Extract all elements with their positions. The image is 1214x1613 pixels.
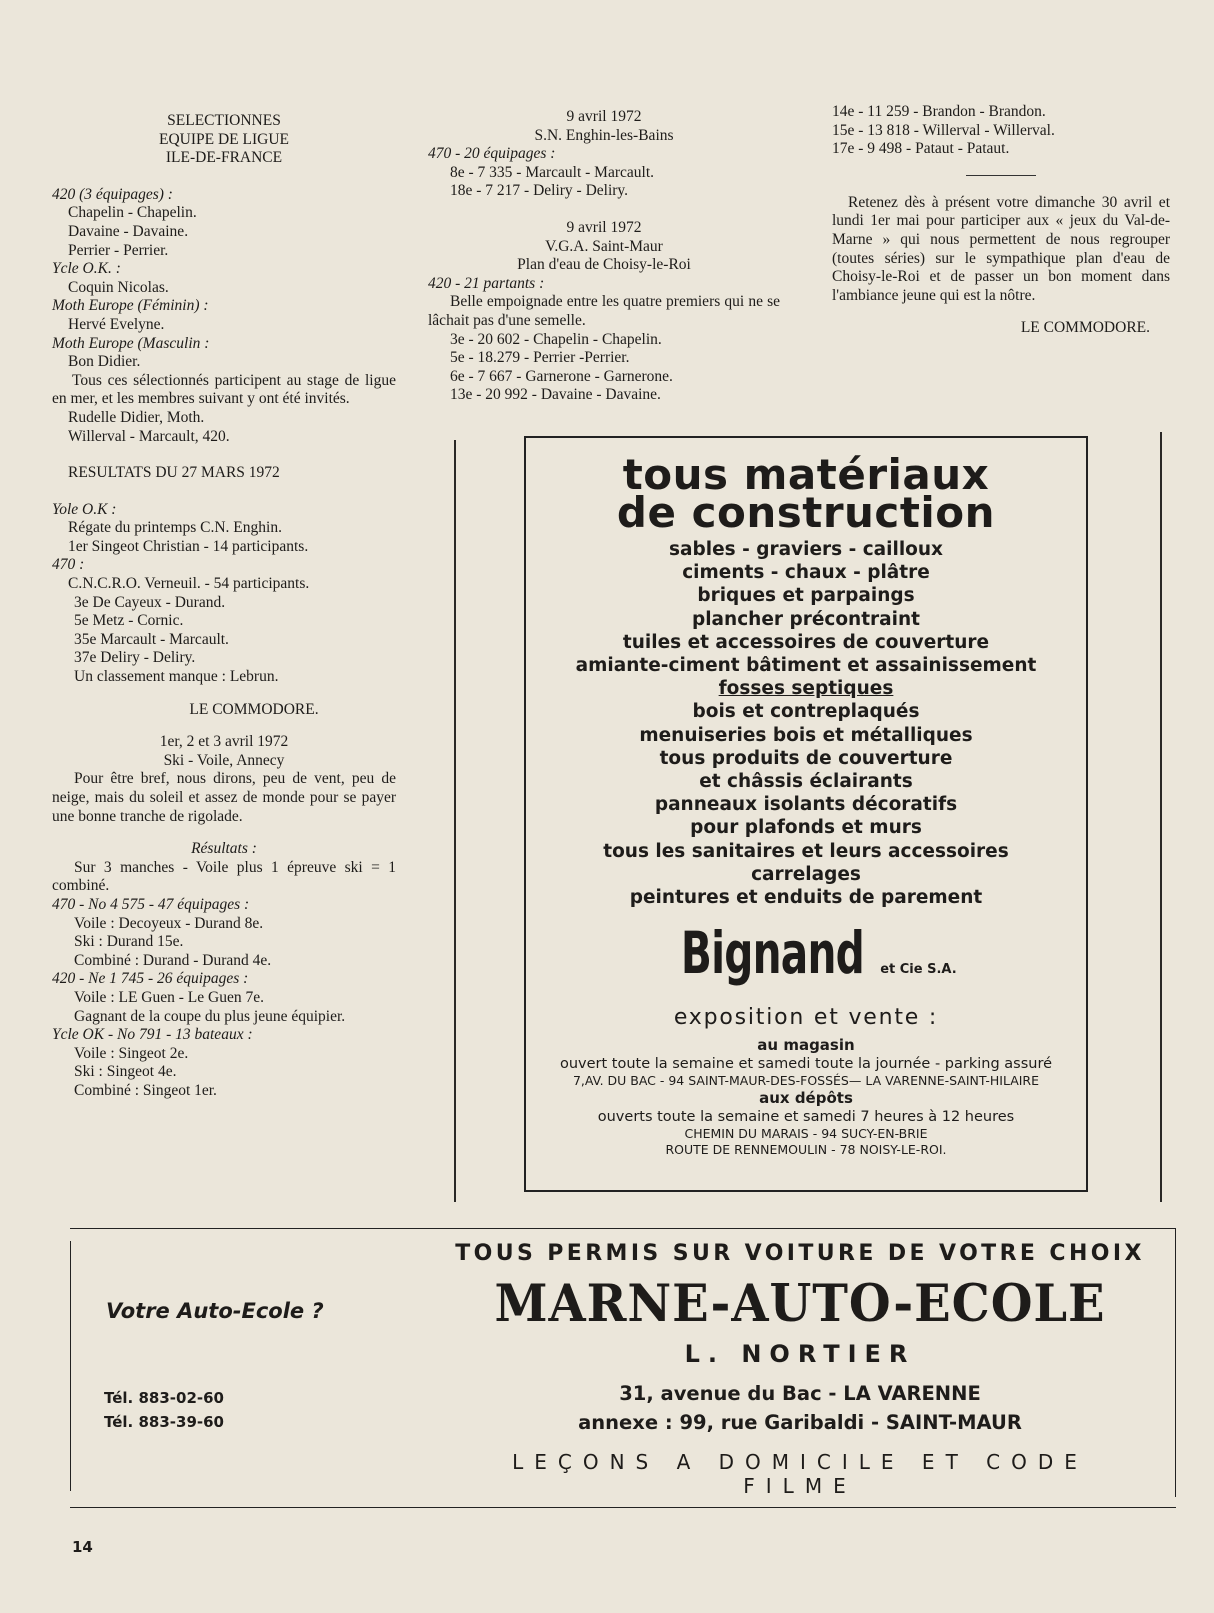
school-address: 31, avenue du Bac - LA VARENNE: [619, 1382, 981, 1405]
text-line: 420 (3 équipages) :: [52, 185, 173, 203]
vga-date: 9 avril 1972: [566, 218, 642, 236]
annecy-paragraph: Pour être bref, nous dirons, peu de vent, peu de neige, mais du soleil et assez de monde pour se payer une bonne tranche de rigolade.: [52, 770, 396, 825]
phone-1: Tél. 883-02-60: [104, 1389, 224, 1407]
page-number: 14: [72, 1538, 93, 1556]
signature: LE COMMODORE.: [1020, 319, 1150, 337]
enghien-club: S.N. Enghin-les-Bains: [534, 126, 674, 144]
annecy-date: 1er, 2 et 3 avril 1972: [159, 733, 289, 751]
text-line: Chapelin - Chapelin.: [68, 204, 197, 222]
text-line: 470 - 20 équipages :: [428, 145, 556, 163]
section-divider: [966, 175, 1036, 176]
text-line: 8e - 7 335 - Marcault - Marcault.: [450, 163, 655, 181]
text-line: Davaine - Davaine.: [68, 222, 189, 240]
val-de-marne-paragraph: Retenez dès à présent votre dimanche 30 avril et lundi 1er mai pour participer aux « jeux du Val-de-Marne » qui nous permettent de nous regrouper (toutes séries) sur le sympathique plan d'eau de Choisy-le-Roi et de passer un bon moment dans l'ambiance jeune qui est la nôtre.: [832, 193, 1170, 304]
text-line: 5e Metz - Cornic.: [74, 612, 184, 630]
product-item: fosses septiques: [718, 678, 894, 700]
selection-heading-2: EQUIPE DE LIGUE: [158, 130, 289, 148]
product-item: menuiseries bois et métalliques: [639, 724, 973, 746]
ad-border: [70, 1241, 71, 1491]
exposition-heading: exposition et vente :: [673, 1005, 939, 1031]
text-line: Sur 3 manches - Voile plus 1 épreuve ski = 1 combiné.: [52, 858, 396, 895]
text-line: Ski : Singeot 4e.: [74, 1063, 177, 1081]
text-line: Coquin Nicolas.: [68, 278, 169, 296]
text-line: Ycle O.K. :: [52, 260, 121, 278]
vga-place: Plan d'eau de Choisy-le-Roi: [517, 256, 691, 274]
column-rule: [1160, 432, 1162, 1202]
text-line: Rudelle Didier, Moth.: [68, 408, 205, 426]
product-item: panneaux isolants décoratifs: [654, 794, 958, 816]
depot-address-1: CHEMIN DU MARAIS - 94 SUCY-EN-BRIE: [684, 1126, 928, 1142]
text-line: Combiné : Singeot 1er.: [74, 1081, 217, 1099]
column-middle: [428, 108, 780, 405]
annecy-title: Ski - Voile, Annecy: [163, 751, 285, 769]
column-right: [832, 103, 1170, 338]
text-line: 3e - 20 602 - Chapelin - Chapelin.: [450, 330, 662, 348]
text-line: 35e Marcault - Marcault.: [74, 630, 229, 648]
selection-heading-1: SELECTIONNES: [167, 112, 281, 129]
text-line: 420 - Ne 1 745 - 26 équipages :: [52, 970, 249, 988]
text-line: Perrier - Perrier.: [68, 241, 169, 259]
magasin-label: au magasin: [757, 1036, 855, 1055]
auto-ecole-advertisement: [70, 1228, 1176, 1508]
ad-main-block: [450, 1241, 1150, 1498]
paragraph: Tous ces sélectionnés participent au stage de ligue en mer, et les membres suivant y ont été invités.: [52, 371, 396, 408]
bignand-logo: [526, 919, 1086, 999]
text-line: 5e - 18.279 - Perrier -Perrier.: [450, 349, 630, 367]
vga-club: V.G.A. Saint-Maur: [545, 237, 663, 255]
text-line: Un classement manque : Lebrun.: [74, 668, 279, 686]
text-line: 18e - 7 217 - Deliry - Deliry.: [450, 182, 629, 200]
text-line: Hervé Evelyne.: [68, 315, 165, 333]
text-line: 6e - 7 667 - Garnerone - Garnerone.: [450, 367, 673, 385]
bignand-advertisement: [524, 436, 1088, 1192]
annexe-address: annexe : 99, rue Garibaldi - SAINT-MAUR: [578, 1411, 1022, 1434]
text-line: Combiné : Durand - Durand 4e.: [74, 951, 272, 969]
text-line: Willerval - Marcault, 420.: [68, 427, 230, 445]
results-heading: RESULTATS DU 27 MARS 1972: [68, 464, 280, 482]
ad-tagline: Votre Auto-Ecole ?: [106, 1299, 324, 1323]
magasin-address: 7,AV. DU BAC - 94 SAINT-MAUR-DES-FOSSÉS— LA VARENNE-SAINT-HILAIRE: [572, 1073, 1040, 1089]
brand-suffix: et Cie S.A.: [880, 962, 957, 978]
product-list: [526, 538, 1086, 909]
ad-border: [1175, 1229, 1176, 1497]
results-label: Résultats :: [191, 840, 257, 858]
text-line: Voile : Decoyeux - Durand 8e.: [74, 914, 264, 932]
text-line: Bon Didier.: [68, 353, 141, 371]
owner-name: L. NORTIER: [684, 1340, 916, 1368]
ad-title-line-1: tous matériaux: [622, 450, 990, 499]
text-line: 17e - 9 498 - Pataut - Pataut.: [832, 140, 1010, 158]
selection-heading-3: ILE-DE-FRANCE: [165, 149, 283, 167]
product-item: ciments - chaux - plâtre: [682, 562, 930, 584]
magasin-hours: ouvert toute la semaine et samedi toute la journée - parking assuré: [559, 1056, 1053, 1073]
product-item: pour plafonds et murs: [690, 817, 922, 839]
depot-address-2: ROUTE DE RENNEMOULIN - 78 NOISY-LE-ROI.: [665, 1142, 947, 1158]
product-item: peintures et enduits de parement: [629, 887, 983, 909]
ad-title-line-2: de construction: [616, 488, 996, 537]
lessons-line: LEÇONS A DOMICILE ET CODE FILME: [512, 1450, 1088, 1498]
depots-hours: ouverts toute la semaine et samedi 7 heures à 12 heures: [597, 1109, 1015, 1126]
school-name: MARNE-AUTO-ECOLE: [494, 1274, 1106, 1334]
text-line: Moth Europe (Féminin) :: [52, 297, 209, 315]
depots-label: aux dépôts: [759, 1089, 853, 1108]
vga-paragraph: Belle empoignade entre les quatre premiers qui ne se lâchait pas d'une semelle.: [428, 293, 780, 329]
text-line: Voile : Singeot 2e.: [74, 1044, 189, 1062]
product-item: tuiles et accessoires de couverture: [622, 631, 990, 653]
column-left: [52, 112, 396, 1101]
phone-2: Tél. 883-39-60: [104, 1413, 224, 1431]
text-line: Moth Europe (Masculin :: [52, 334, 210, 352]
text-line: Ski : Durand 15e.: [74, 933, 184, 951]
column-rule: [454, 440, 456, 1202]
product-item: amiante-ciment bâtiment et assainissement: [575, 655, 1037, 677]
permis-line: TOUS PERMIS SUR VOITURE DE VOTRE CHOIX: [455, 1241, 1145, 1266]
text-line: 420 - 21 partants :: [428, 274, 545, 292]
text-line: Yole O.K :: [52, 500, 117, 518]
signature: LE COMMODORE.: [189, 700, 319, 718]
product-item: briques et parpaings: [697, 585, 915, 607]
text-line: 14e - 11 259 - Brandon - Brandon.: [832, 103, 1046, 120]
text-line: Ycle OK - No 791 - 13 bateaux :: [52, 1026, 253, 1044]
text-line: 3e De Cayeux - Durand.: [74, 593, 226, 611]
text-line: Régate du printemps C.N. Enghin.: [68, 519, 282, 537]
enghien-date: 9 avril 1972: [566, 108, 642, 125]
product-item: et châssis éclairants: [699, 771, 913, 793]
product-item: carrelages: [751, 863, 861, 885]
text-line: Gagnant de la coupe du plus jeune équipier.: [74, 1007, 346, 1025]
text-line: Voile : LE Guen - Le Guen 7e.: [74, 988, 264, 1006]
product-item: tous produits de couverture: [659, 747, 953, 769]
text-line: 13e - 20 992 - Davaine - Davaine.: [450, 386, 661, 404]
product-item: tous les sanitaires et leurs accessoires: [603, 840, 1009, 862]
product-item: sables - graviers - cailloux: [669, 539, 943, 560]
brand-name: Bignand: [681, 919, 865, 988]
text-line: C.N.C.R.O. Verneuil. - 54 participants.: [68, 575, 310, 593]
text-line: 470 - No 4 575 - 47 équipages :: [52, 895, 250, 913]
text-line: 15e - 13 818 - Willerval - Willerval.: [832, 121, 1055, 139]
product-item: bois et contreplaqués: [692, 701, 920, 723]
product-item: plancher précontraint: [691, 608, 921, 630]
text-line: 37e Deliry - Deliry.: [74, 649, 196, 667]
text-line: 470 :: [52, 556, 85, 574]
text-line: 1er Singeot Christian - 14 participants.: [68, 537, 309, 555]
